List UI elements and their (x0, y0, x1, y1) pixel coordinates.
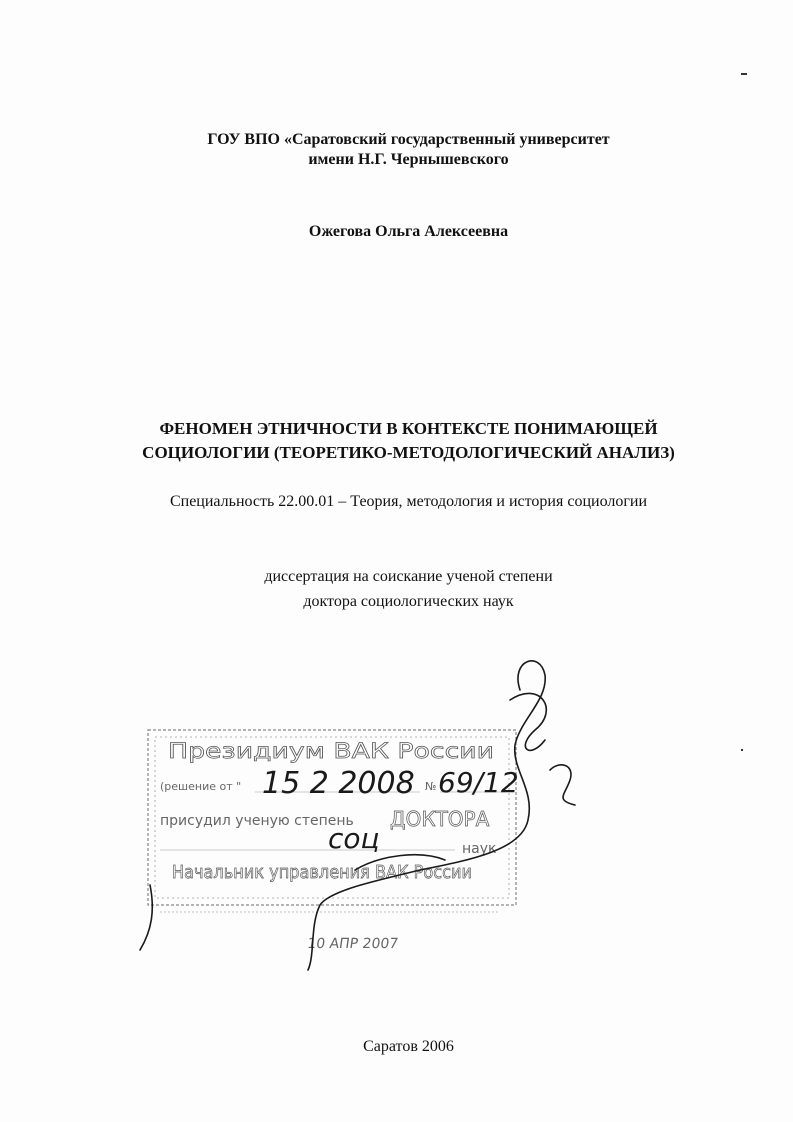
stamp-awarded-text: присудил ученую степень (160, 813, 354, 829)
institution-name-line-1: ГОУ ВПО «Саратовский государственный университет (207, 131, 610, 148)
scan-speck (741, 73, 747, 75)
date-stamp: 10 АПР 2007 (306, 936, 400, 952)
handwritten-decision-date: 15 2 2008 (262, 766, 415, 801)
stamp-decision-prefix: (решение от " (160, 780, 242, 793)
author-name: Ожегова Ольга Алексеевна (308, 223, 509, 240)
dissertation-title-line-2: СОЦИОЛОГИИ (ТЕОРЕТИКО-МЕТОДОЛОГИЧЕСКИЙ АНАЛИЗ) (142, 443, 675, 462)
dissertation-title-line-1: ФЕНОМЕН ЭТНИЧНОСТИ В КОНТЕКСТЕ ПОНИМАЮЩЕЙ (159, 419, 658, 438)
institution-name-line-2: имени Н.Г. Чернышевского (308, 151, 509, 168)
stamp-frame (148, 730, 516, 912)
specialty-line: Специальность 22.00.01 – Теория, методология и история социологии (169, 493, 648, 510)
city-year: Саратов 2006 (363, 1038, 454, 1055)
stamp-signer: Начальник управления ВАК России (172, 862, 472, 883)
stamp-number-label: № (425, 780, 437, 793)
degree-line-1: диссертация на соискание ученой степени (264, 568, 553, 585)
stamp-header: Президиум ВАК России (168, 739, 494, 763)
stamp-science-word: наук (462, 841, 497, 857)
degree-line-2: доктора социологических наук (303, 593, 514, 610)
handwritten-decision-number: 69/12 (438, 766, 519, 799)
handwritten-science-field: соц (328, 822, 380, 855)
scan-speck (741, 749, 743, 751)
signature-mark (140, 661, 575, 970)
stamp-degree-word: ДОКТОРА (390, 807, 490, 831)
